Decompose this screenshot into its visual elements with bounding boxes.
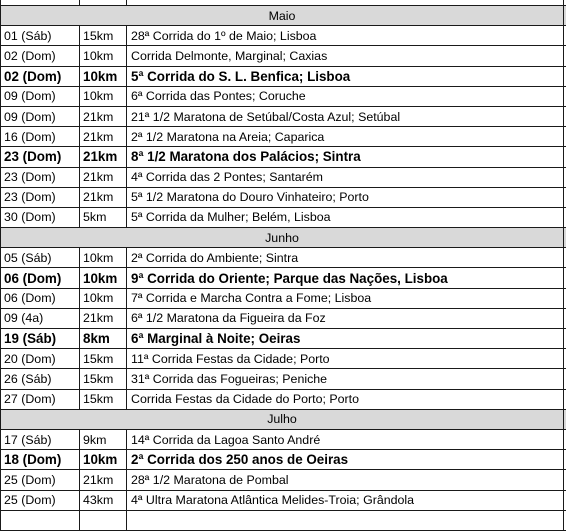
table-row — [0, 107, 566, 127]
month-label: Julho — [0, 410, 564, 429]
date-cell: 23 (Dom) — [0, 168, 79, 187]
table-row — [0, 430, 566, 450]
table-row-stub — [0, 511, 566, 531]
table-row — [0, 168, 566, 188]
event-cell: 7ª Corrida e Marcha Contra a Fome; Lisboa — [126, 289, 564, 308]
event-cell: 21ª 1/2 Maratona de Setúbal/Costa Azul; Setúbal — [126, 107, 564, 126]
event-cell: 4ª Corrida das 2 Pontes; Santarém — [126, 168, 564, 187]
month-header — [0, 228, 566, 248]
distance-cell: 8km — [79, 329, 126, 348]
date-cell: 02 (Dom) — [0, 67, 79, 86]
date-cell: 27 (Dom) — [0, 390, 79, 409]
event-cell: 9ª Corrida do Oriente; Parque das Nações, Lisboa — [126, 268, 564, 287]
table-row — [0, 349, 566, 369]
distance-cell: 10km — [79, 289, 126, 308]
month-label: Maio — [0, 6, 564, 25]
table-row — [0, 46, 566, 66]
distance-cell: 21km — [79, 147, 126, 166]
event-cell: 31ª Corrida das Fogueiras; Peniche — [126, 369, 564, 388]
event-cell: Corrida Festas da Cidade do Porto; Porto — [126, 390, 564, 409]
distance-cell: 10km — [79, 450, 126, 469]
event-cell: 6ª Corrida das Pontes; Coruche — [126, 87, 564, 106]
date-cell: 30 (Dom) — [0, 208, 79, 227]
date-cell: 23 (Dom) — [0, 147, 79, 166]
distance-cell: 21km — [79, 309, 126, 328]
distance-cell: 10km — [79, 67, 126, 86]
event-cell: 6ª Marginal à Noite; Oeiras — [126, 329, 564, 348]
table-row — [0, 309, 566, 329]
distance-cell: 21km — [79, 127, 126, 146]
table-row — [0, 188, 566, 208]
event-cell: Corrida Delmonte, Marginal; Caxias — [126, 46, 564, 65]
distance-cell: 9km — [79, 430, 126, 449]
distance-cell: 15km — [79, 390, 126, 409]
event-cell: 2ª Corrida do Ambiente; Sintra — [126, 248, 564, 267]
event-cell: 2ª 1/2 Maratona na Areia; Caparica — [126, 127, 564, 146]
table-row — [0, 208, 566, 228]
distance-cell: 5km — [79, 208, 126, 227]
date-cell: 18 (Dom) — [0, 450, 79, 469]
date-cell: 06 (Dom) — [0, 289, 79, 308]
table-row — [0, 127, 566, 147]
event-cell: 11ª Corrida Festas da Cidade; Porto — [126, 349, 564, 368]
event-cell: 5ª 1/2 Maratona do Douro Vinhateiro; Porto — [126, 188, 564, 207]
table-row — [0, 329, 566, 349]
table-row — [0, 470, 566, 490]
date-cell: 09 (4a) — [0, 309, 79, 328]
table-row — [0, 491, 566, 511]
date-cell: 25 (Dom) — [0, 470, 79, 489]
table-row — [0, 87, 566, 107]
table-row — [0, 147, 566, 167]
distance-cell: 10km — [79, 87, 126, 106]
event-cell: 4ª Ultra Maratona Atlântica Melides-Troia; Grândola — [126, 491, 564, 510]
date-cell: 16 (Dom) — [0, 127, 79, 146]
distance-cell: 21km — [79, 168, 126, 187]
table-row — [0, 450, 566, 470]
distance-cell: 10km — [79, 268, 126, 287]
table-row — [0, 390, 566, 410]
event-cell: 28ª Corrida do 1º de Maio; Lisboa — [126, 26, 564, 45]
distance-cell: 21km — [79, 107, 126, 126]
distance-cell: 10km — [79, 46, 126, 65]
date-cell: 20 (Dom) — [0, 349, 79, 368]
distance-cell: 21km — [79, 470, 126, 489]
date-cell: 19 (Sáb) — [0, 329, 79, 348]
date-cell: 17 (Sáb) — [0, 430, 79, 449]
table-row — [0, 289, 566, 309]
date-cell: 06 (Dom) — [0, 268, 79, 287]
distance-cell: 10km — [79, 248, 126, 267]
date-cell: 05 (Sáb) — [0, 248, 79, 267]
date-cell: 02 (Dom) — [0, 46, 79, 65]
date-cell: 25 (Dom) — [0, 491, 79, 510]
distance-cell: 15km — [79, 349, 126, 368]
month-label: Junho — [0, 228, 564, 247]
table-row — [0, 67, 566, 87]
month-header — [0, 410, 566, 430]
date-cell: 01 (Sáb) — [0, 26, 79, 45]
date-cell: 23 (Dom) — [0, 188, 79, 207]
table-row — [0, 26, 566, 46]
date-cell: 09 (Dom) — [0, 87, 79, 106]
distance-cell: 15km — [79, 369, 126, 388]
distance-cell: 43km — [79, 491, 126, 510]
table-row — [0, 369, 566, 389]
event-cell: 6ª 1/2 Maratona da Figueira da Foz — [126, 309, 564, 328]
date-cell: 09 (Dom) — [0, 107, 79, 126]
event-cell: 5ª Corrida do S. L. Benfica; Lisboa — [126, 67, 564, 86]
month-header — [0, 6, 566, 26]
distance-cell: 21km — [79, 188, 126, 207]
event-cell: 14ª Corrida da Lagoa Santo André — [126, 430, 564, 449]
event-cell: 8ª 1/2 Maratona dos Palácios; Sintra — [126, 147, 564, 166]
event-cell: 5ª Corrida da Mulher; Belém, Lisboa — [126, 208, 564, 227]
event-cell: 28ª 1/2 Maratona de Pombal — [126, 470, 564, 489]
table-row — [0, 268, 566, 288]
table-row — [0, 248, 566, 268]
event-cell: 2ª Corrida dos 250 anos de Oeiras — [126, 450, 564, 469]
date-cell: 26 (Sáb) — [0, 369, 79, 388]
distance-cell: 15km — [79, 26, 126, 45]
